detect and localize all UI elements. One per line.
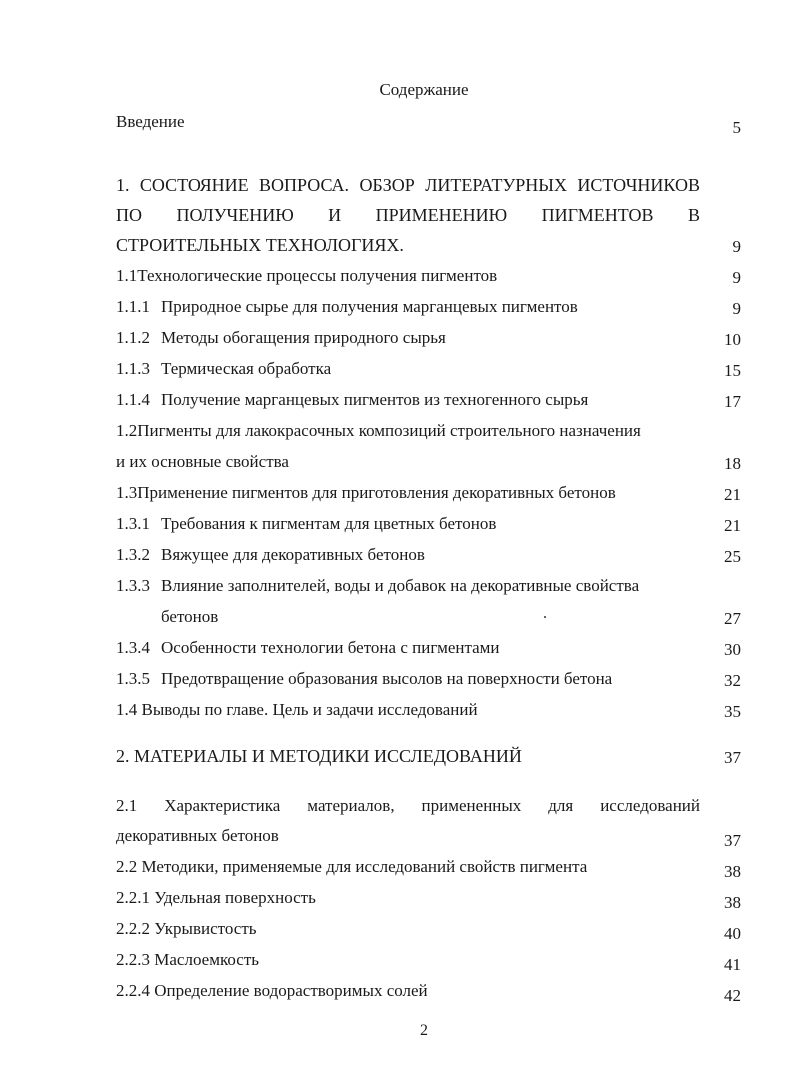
toc-entry-text: 1.2Пигменты для лакокрасочных композиций строительного назначения <box>116 421 641 440</box>
toc-entry-text: 2.2 Методики, применяемые для исследований свойств пигмента <box>116 857 588 876</box>
toc-entry-page: 25 <box>724 547 741 566</box>
toc-word: Характеристика <box>164 796 281 815</box>
toc-entry-text: СТРОИТЕЛЬНЫХ ТЕХНОЛОГИЯХ. <box>116 235 404 255</box>
toc-entry-text: 2.2.3 Маслоемкость <box>116 950 259 969</box>
toc-entry-page: 40 <box>724 924 741 943</box>
toc-entry-page: 18 <box>724 454 741 473</box>
toc-entry-text: Получение марганцевых пигментов из техногенного сырья <box>161 390 589 409</box>
toc-entry-page: 38 <box>724 893 741 912</box>
toc-entry-number: 1.1.2 <box>116 328 150 347</box>
scan-speck <box>544 616 546 618</box>
toc-entry-number: 1.3.1 <box>116 514 150 533</box>
toc-word: 1. <box>116 175 130 195</box>
toc-chapter-1-line-2 <box>116 205 700 225</box>
toc-word: 2.1 <box>116 796 138 815</box>
toc-entry-number: 1.3.4 <box>116 638 150 657</box>
toc-entry-text: Методы обогащения природного сырья <box>161 328 446 347</box>
toc-word: ИСТОЧНИКОВ <box>577 175 700 195</box>
toc-entry-text: Термическая обработка <box>161 359 332 378</box>
toc-word: исследований <box>600 796 700 815</box>
toc-word: для <box>548 796 574 815</box>
toc-chapter-1-line-1 <box>116 175 700 195</box>
toc-entry-page: 35 <box>724 702 741 721</box>
toc-word: примененных <box>421 796 522 815</box>
toc-entry-text: Влияние заполнителей, воды и добавок на декоративные свойства <box>161 576 640 595</box>
toc-entry-number: 1.1.4 <box>116 390 150 409</box>
toc-word: И <box>328 205 342 225</box>
toc-entry-text: 1.3Применение пигментов для приготовления декоративных бетонов <box>116 483 616 502</box>
toc-entry-text: 2.2.1 Удельная поверхность <box>116 888 316 907</box>
toc-entry-text: 1.4 Выводы по главе. Цель и задачи исследований <box>116 700 478 719</box>
toc-word: ПО <box>116 205 142 225</box>
toc-entry-text: 2.2.4 Определение водорастворимых солей <box>116 981 428 1000</box>
toc-entry-page: 15 <box>724 361 741 380</box>
toc-word: материалов, <box>307 796 395 815</box>
toc-entry-number: 1.3.5 <box>116 669 150 688</box>
toc-entry-text: 1.1Технологические процессы получения пигментов <box>116 266 498 285</box>
toc-word: ПИГМЕНТОВ <box>541 205 654 225</box>
toc-entry-page: 32 <box>724 671 741 690</box>
toc-word: ПОЛУЧЕНИЮ <box>176 205 294 225</box>
toc-entry-page: 21 <box>724 516 741 535</box>
toc-entry-page: 9 <box>732 299 741 318</box>
toc-entry-page: 9 <box>732 268 741 287</box>
toc-entry-text: Требования к пигментам для цветных бетонов <box>161 514 497 533</box>
toc-entry-page: 41 <box>724 955 741 974</box>
toc-entry-text: Природное сырье для получения марганцевых пигментов <box>161 297 578 316</box>
toc-entry-page: 21 <box>724 485 741 504</box>
toc-entry-page: 37 <box>724 831 741 850</box>
toc-word: СОСТОЯНИЕ <box>139 175 249 195</box>
toc-entry-number: 1.3.2 <box>116 545 150 564</box>
toc-entry-text: Вяжущее для декоративных бетонов <box>161 545 425 564</box>
toc-entry-text: 2. МАТЕРИАЛЫ И МЕТОДИКИ ИССЛЕДОВАНИЙ <box>116 746 522 766</box>
toc-entry-text: и их основные свойства <box>116 452 289 471</box>
toc-entry-page: 10 <box>724 330 741 349</box>
toc-entry-text: Особенности технологии бетона с пигментами <box>161 638 500 657</box>
toc-entry-page: 42 <box>724 986 741 1005</box>
toc-word: В <box>687 205 700 225</box>
toc-word: ЛИТЕРАТУРНЫХ <box>425 175 567 195</box>
toc-entry-page: 30 <box>724 640 741 659</box>
toc-entry-page: 5 <box>732 118 741 137</box>
toc-entry-number: 1.1.1 <box>116 297 150 316</box>
toc-entry-page: 17 <box>724 392 741 411</box>
toc-section-2-1-line-1 <box>116 796 700 816</box>
toc-entry-text: Предотвращение образования высолов на поверхности бетона <box>161 669 613 688</box>
toc-word: ПРИМЕНЕНИЮ <box>375 205 508 225</box>
toc-entry-text: 2.2.2 Укрывистость <box>116 919 257 938</box>
toc-entry-number: 1.3.3 <box>116 576 150 595</box>
toc-entry-page: 37 <box>724 748 741 767</box>
toc-entry-page: 38 <box>724 862 741 881</box>
page-number: 2 <box>420 1022 428 1039</box>
toc-entry-page: 27 <box>724 609 741 628</box>
toc-entry-text: декоративных бетонов <box>116 826 279 845</box>
toc-entry-text: Введение <box>116 112 185 131</box>
toc-word: ОБЗОР <box>359 175 415 195</box>
page-title: Содержание <box>379 80 469 99</box>
toc-word: ВОПРОСА. <box>258 175 350 195</box>
toc-entry-page: 9 <box>732 237 741 256</box>
toc-entry-text: бетонов <box>161 607 219 626</box>
toc-entry-number: 1.1.3 <box>116 359 150 378</box>
